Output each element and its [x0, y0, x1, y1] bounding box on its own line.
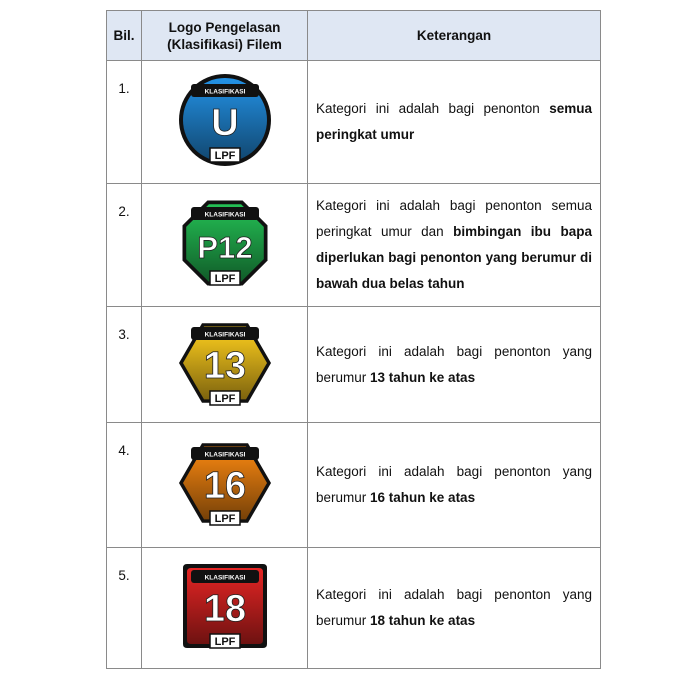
header-bil: Bil. [107, 11, 142, 61]
description-text: Kategori ini adalah bagi penonton yang berumur [316, 464, 592, 505]
table-row [107, 61, 601, 184]
badge-top-text: KLASIFIKASI [204, 211, 245, 219]
lpf-logo-icon: LPF [214, 636, 235, 648]
description-text: Kategori ini adalah bagi penonton semua peringkat umur dan [316, 198, 592, 239]
description-bold-text: 13 tahun ke atas [370, 369, 476, 385]
classification-badge-icon [170, 315, 280, 415]
description-text: Kategori ini adalah bagi penonton yang berumur [316, 587, 592, 628]
row-number: 1. [107, 61, 142, 184]
classification-badge-icon [170, 195, 280, 295]
description-bold-text: 16 tahun ke atas [370, 490, 476, 505]
description-text: Kategori ini adalah bagi penonton yang berumur [316, 343, 592, 385]
lpf-logo-icon: LPF [214, 392, 235, 405]
lpf-logo-icon: LPF [214, 150, 235, 162]
badge-top-text: KLASIFIKASI [204, 88, 245, 96]
description-cell [308, 184, 601, 307]
row-number: 4. [107, 423, 142, 548]
table-row [107, 184, 601, 307]
row-number: 2. [107, 184, 142, 307]
badge-top-text: KLASIFIKASI [204, 451, 245, 459]
lpf-logo-icon: LPF [214, 513, 235, 525]
classification-logo-cell [142, 307, 308, 423]
row-number: 3. [107, 307, 142, 423]
description-bold-text: semua peringkat umur [316, 101, 592, 142]
table-row [107, 548, 601, 669]
badge-rating-label: 18 [203, 588, 246, 630]
description-cell [308, 548, 601, 669]
classification-logo-cell [142, 61, 308, 184]
header-logo [142, 11, 308, 61]
table-row [107, 307, 601, 423]
lpf-logo-icon: LPF [214, 273, 235, 285]
description-text: Kategori ini adalah bagi penonton [316, 101, 550, 116]
classification-badge-icon [170, 435, 280, 535]
description-cell [308, 307, 601, 423]
header-logo-line2: (Klasifikasi) Filem [167, 36, 282, 52]
header-keterangan: Keterangan [308, 11, 601, 61]
classification-badge-icon [170, 558, 280, 658]
badge-rating-label: 13 [203, 344, 246, 387]
table-header-row [107, 11, 601, 61]
classification-logo-cell [142, 423, 308, 548]
badge-rating-label: 16 [203, 465, 246, 507]
badge-top-text: KLASIFIKASI [204, 574, 245, 582]
classification-table [106, 10, 601, 669]
description-bold-text: bimbingan ibu bapa diperlukan bagi penonton yang berumur di bawah dua belas tahun [316, 224, 592, 291]
badge-rating-label: U [210, 102, 239, 144]
description-cell [308, 423, 601, 548]
header-logo-line1: Logo Pengelasan [168, 19, 281, 35]
description-cell [308, 61, 601, 184]
row-number: 5. [107, 548, 142, 669]
badge-top-text: KLASIFIKASI [204, 331, 245, 338]
table-row [107, 423, 601, 548]
classification-logo-cell [142, 548, 308, 669]
description-bold-text: 18 tahun ke atas [370, 613, 476, 628]
classification-logo-cell [142, 184, 308, 307]
badge-rating-label: P12 [196, 230, 253, 265]
classification-badge-icon [170, 72, 280, 172]
